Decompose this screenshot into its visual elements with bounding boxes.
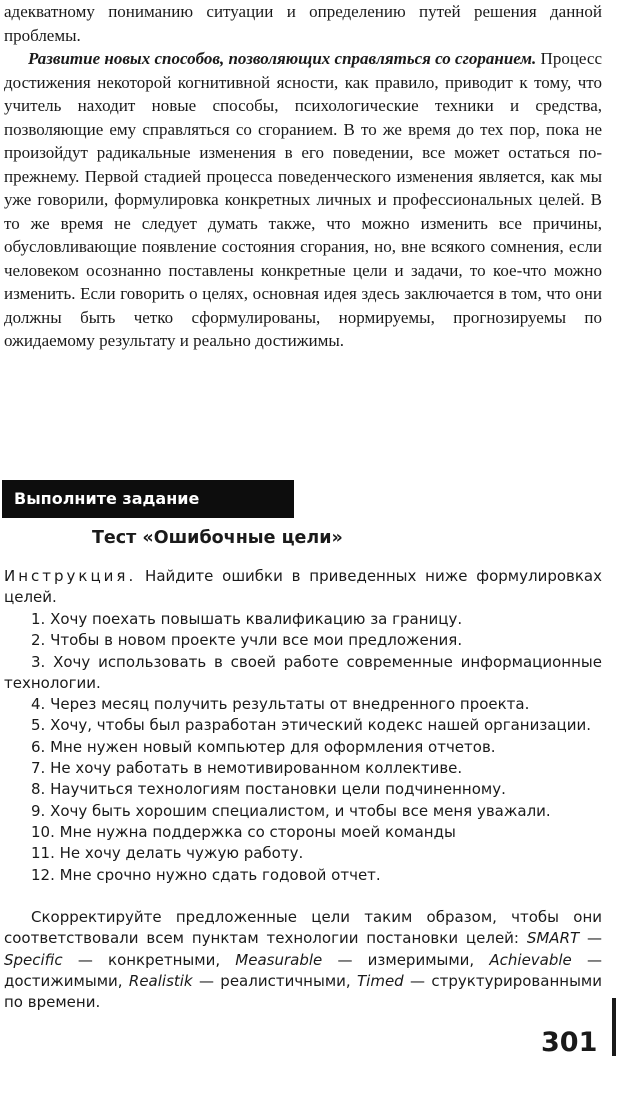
list-item: 3. Хочу использовать в своей работе современные информационные технологии. (4, 652, 602, 692)
list-item: 8. Научиться технологиям постановки цели подчиненному. (31, 780, 506, 799)
task-banner: Выполните задание (2, 480, 294, 518)
list-item: 12. Мне срочно нужно сдать годовой отчет. (31, 865, 381, 884)
term-smart: SMART (526, 929, 580, 948)
instruction (4, 566, 602, 609)
page-number: 301 (541, 1027, 598, 1058)
list-item: 1. Хочу поехать повышать квалификацию за границу. (31, 610, 463, 628)
conclusion-text: — конкретными, (62, 950, 236, 969)
paragraph-burnout (4, 47, 602, 353)
instruction-text: Найдите ошибки в приведенных ниже формулировках целей. (4, 567, 602, 607)
list-item: 4. Через месяц получить результаты от внедренного проекта. (31, 695, 530, 714)
conclusion-text: — реалистичными, (192, 971, 358, 990)
conclusion-text: — структурированными по времени. (4, 971, 602, 1012)
conclusion-paragraph (4, 907, 602, 1013)
term-measurable: Measurable (235, 950, 323, 969)
term-specific: Specific (4, 950, 63, 969)
conclusion-text: — (579, 929, 603, 948)
term-achievable: Achievable (489, 950, 572, 969)
conclusion-text: Скорректируйте предложенные цели таким образом, чтобы они соответствовали всем пунктам технологии постановки целей: (4, 908, 602, 948)
test-title: Тест «Ошибочные цели» (92, 528, 343, 548)
conclusion (4, 907, 602, 1013)
paragraph-continued: адекватному пониманию ситуации и определению путей решения данной проблемы. (4, 2, 602, 45)
page-edge-bar (612, 998, 616, 1056)
paragraph-heading: Развитие новых способов, позволяющих справляться со сгоранием. (28, 49, 537, 68)
instruction-label: Инструкция. (4, 567, 137, 585)
list-item: 11. Не хочу делать чужую работу. (31, 844, 304, 863)
list-item: 6. Мне нужен новый компьютер для оформления отчетов. (31, 737, 496, 756)
list-item: 7. Не хочу работать в немотивированном коллективе. (31, 759, 463, 778)
list-item: 9. Хочу быть хорошим специалистом, и чтобы все меня уважали. (31, 801, 551, 820)
list-item: 2. Чтобы в новом проекте учли все мои предложения. (31, 631, 463, 650)
conclusion-text: — измеримыми, (322, 950, 490, 969)
goal-list (4, 609, 602, 886)
list-item: 10. Мне нужна поддержка со стороны моей команды (31, 822, 456, 841)
list-item: 5. Хочу, чтобы был разработан этический кодекс нашей организации. (31, 716, 591, 735)
term-timed: Timed (357, 971, 404, 990)
paragraph-text: Процесс достижения некоторой когнитивной ясности, как правило, приводит к тому, что учитель находит новые способы, психологические техники и средства, позволяющие ему справляться со сгоранием. В то же время до тех пор, пока не произойдут радикальные изменения в его поведении, все может остаться по-прежнему. Первой стадией процесса поведенческого изменения является, как мы уже говорили, формулировка конкретных личных и профессиональных целей. В то же время не следует думать также, что можно изменить все причины, обусловливающие появление состояния сгорания, но, вне всякого сомнения, если человеком осознанно поставлены конкретные цели и задачи, то кое-что можно изменить. Если говорить о целях, основная идея здесь заключается в том, что они должны быть четко сформулированы, нормируемы, прогнозируемы по ожидаемому результату и реально достижимы. (4, 49, 602, 350)
conclusion-text: — достижимыми, (4, 950, 602, 990)
term-realistik: Realistik (128, 971, 193, 990)
